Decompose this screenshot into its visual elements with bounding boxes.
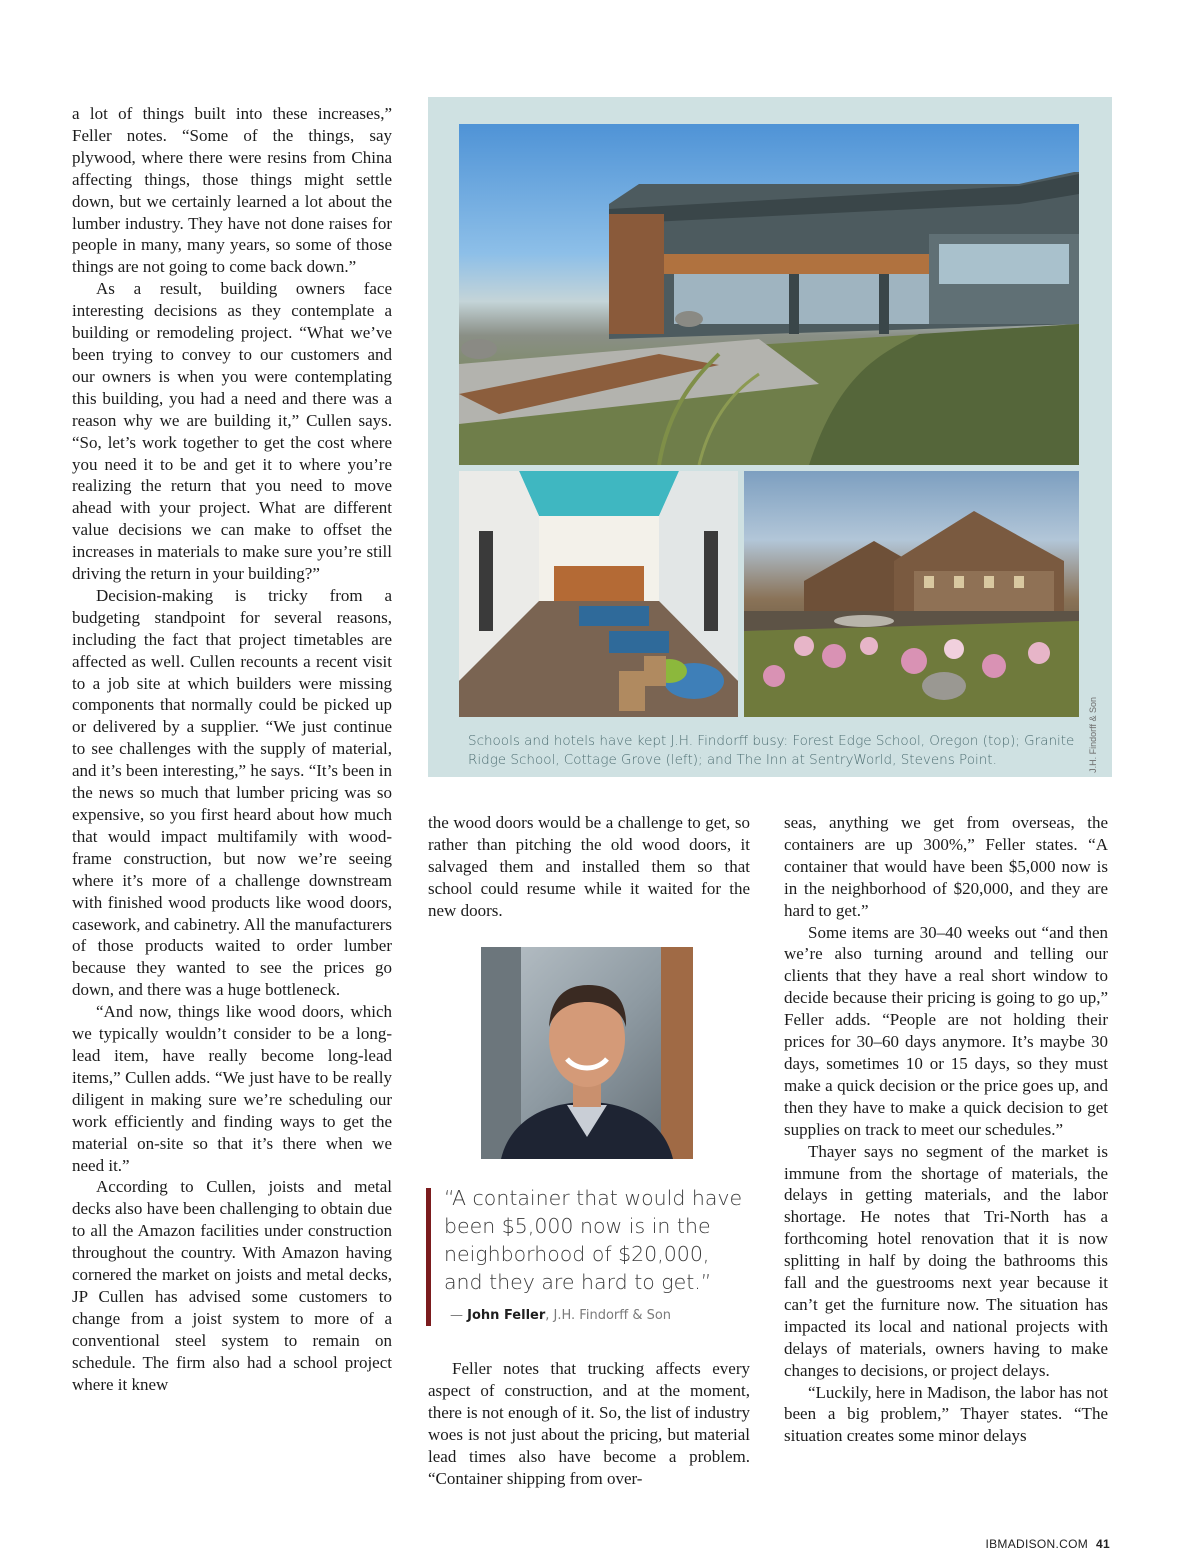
article-column-middle-top (428, 812, 750, 922)
paragraph: Some items are 30–40 weeks out “and then we’re also turning around and telling our clients that they have a real short window to decide because their pricing is going to go up,” Feller adds. “People are not holding their prices for 30–60 days anymore. It’s maybe 30 days, sometimes 10 or 15 days, so they must make a quick decision or the price goes up, and then they have to make a quick decision to get supplies on track to meet our schedules.” (784, 922, 1108, 1139)
photo-granite-ridge-school (459, 471, 738, 717)
paragraph: a lot of things built into these increases,” Feller notes. “Some of the things, say plywood, where there were resins from China affecting things, those things might settle down, but we certainly learned a lot about the lumber industry. They have not done raises for people in many, many years, so some of those things are not going to come back down.” (72, 104, 392, 277)
paragraph: “And now, things like wood doors, which we typically wouldn’t consider to be a long-lead item, have really become long-lead items,” Cullen adds. “We just have to be really diligent in making sure we’re scheduling our work efficiently and finding ways to get the material on-site so that it’s there when we need it.” (72, 1002, 392, 1175)
article-column-middle-bottom (428, 1358, 750, 1489)
photo-collage (428, 97, 1112, 777)
footer-site-link[interactable]: IBMADISON.COM (985, 1537, 1089, 1551)
article-column-left (72, 103, 392, 1395)
building-illustration (459, 124, 1079, 465)
article-column-right (784, 812, 1108, 1447)
photo-inn-at-sentryworld (744, 471, 1079, 717)
portrait-john-feller (481, 947, 693, 1159)
paragraph: According to Cullen, joists and metal decks also have been challenging to obtain due to all the Amazon facilities under construction throughout the country. With Amazon having cornered the market on joists and metal decks, JP Cullen has advised some customers to change from a joist system to more of a conventional steel system to remain on schedule. The firm also had a school project where it knew (72, 1177, 392, 1394)
pull-quote (426, 1188, 746, 1326)
attribution-dash: — (450, 1308, 468, 1323)
portrait-illustration (481, 947, 693, 1159)
photo-credit: J.H. Findorff & Son (1088, 697, 1098, 773)
pull-quote-bar (426, 1188, 431, 1326)
page-footer (960, 1537, 1110, 1551)
pull-quote-text: “A container that would have been $5,000 now is in the neighborhood of $20,000, and they are hard to get.” (444, 1186, 743, 1294)
photo-forest-edge-school (459, 124, 1079, 465)
paragraph: “Luckily, here in Madison, the labor has not been a big problem,” Thayer states. “The situation creates some minor delays (784, 1382, 1108, 1446)
paragraph: Decision-making is tricky from a budgeting standpoint for several reasons, including the fact that project timetables are affected as well. Cullen recounts a recent visit to a job site at which builders were missing components that normally could be picked up or delivered by a supplier. “We just continue to see challenges with the supply of material, and it’s been interesting,” he says. “It’s been in the news so much that lumber pricing was so expensive, so you first heard about how much that would impact multifamily with wood-frame construction, but now we’re seeing where it’s more of a challenge downstream with finished wood products like wood doors, casework, and cabinetry. All the manufacturers of those products waited to order lumber because they wanted to see the prices go down, and there was a huge bottleneck. (72, 585, 392, 1000)
attribution-name: John Feller (467, 1308, 546, 1323)
photo-caption: Schools and hotels have kept J.H. Findorff busy: Forest Edge School, Oregon (top); Granite Ridge School, Cottage Grove (left); and The Inn at SentryWorld, Stevens Point. (468, 733, 1075, 768)
paragraph: seas, anything we get from overseas, the containers are up 300%,” Feller states. “A container that would have been $5,000 now is in the neighborhood of $20,000, and they are hard to get.” (784, 813, 1108, 920)
paragraph: the wood doors would be a challenge to get, so rather than pitching the old wood doors, it salvaged them and installed them so that school could resume while it waited for the new doors. (428, 813, 750, 920)
paragraph: As a result, building owners face interesting decisions as they contemplate a building or remodeling project. “What we’ve been trying to convey to our customers and our owners is when you were contemplating this building, you had a need and there was a reason why we are building it,” Cullen says. “So, let’s work together to get the cost where you need it to be and get it to where you’re realizing the return that you need to move ahead with your project. What are different value decisions we can make to offset the increases in materials to make sure you’re still driving the return in your building?” (72, 279, 392, 584)
pull-quote-attribution (450, 1308, 750, 1323)
page-number: 41 (1096, 1537, 1110, 1551)
interior-illustration (459, 471, 738, 717)
paragraph: Feller notes that trucking affects every aspect of construction, and at the moment, there is not enough of it. So, the list of industry woes is not just about the pricing, but material lead times also have become a problem. “Container shipping from over- (428, 1359, 750, 1488)
attribution-affiliation: , J.H. Findorff & Son (545, 1308, 672, 1323)
hotel-illustration (744, 471, 1079, 717)
paragraph: Thayer says no segment of the market is immune from the shortage of materials, the delays in getting materials, and the labor shortage. He notes that Tri-North has a forthcoming hotel renovation that it is now splitting in half by doing the bathrooms this fall and the guestrooms next year because it can’t get the furniture now. The situation has impacted its local and national projects with delays of materials, owners having to make changes to decisions, or project delays. (784, 1141, 1108, 1380)
